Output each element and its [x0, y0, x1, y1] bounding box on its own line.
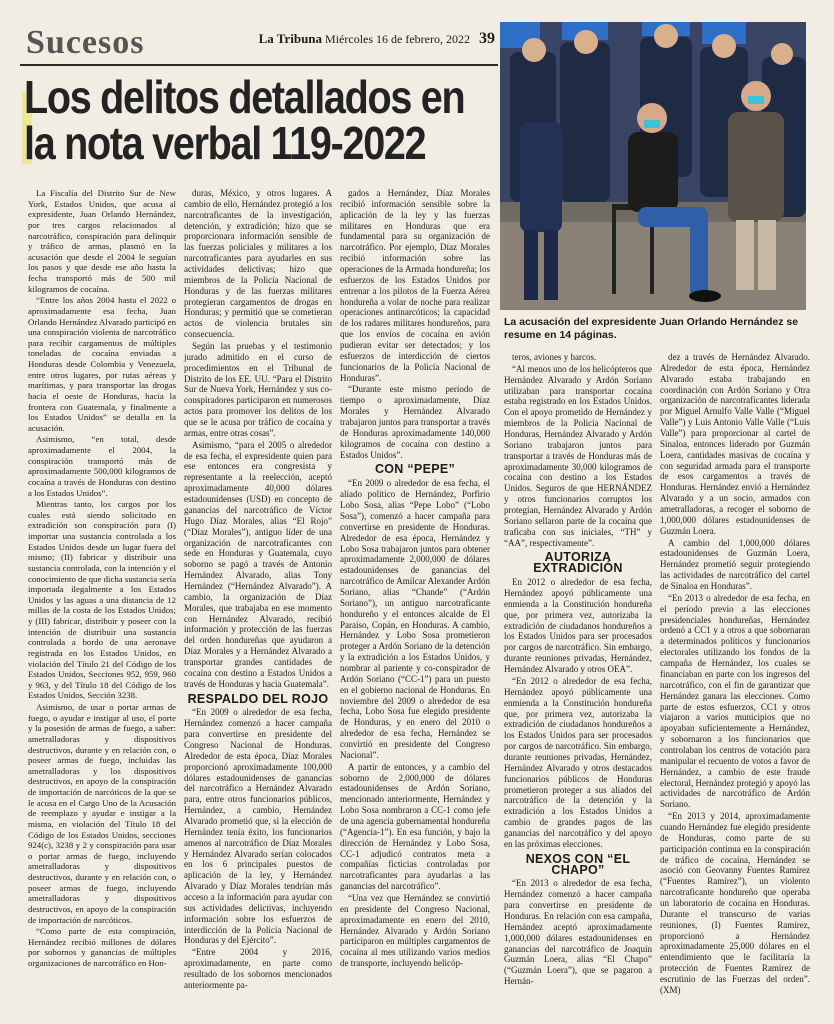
paragraph: Asimismo, de usar o portar armas de fuego, o ayudar e instigar al uso, el porte y la posesión de armas de fuego, a saber: ametralladoras y dispositivos destructivos, durante y en relación con, o poseer armas de fuego, incluidas las ametralladoras y los dispositivos destructivos, en apoyo de la conspiración de importación de narcóticos de la que se le acusa en el Cargo Uno de la Acusación de reemplazo y ayudar e instigar a la misma, en violación del Título 18 del Código de los Estados Unidos, secciones 924(c), 3238 y 2 y conspiración para usar o portar armas de fuego, incluyendo ametralladoras y dispositivos destructivos, durante y en relación con, o poseer armas de fuego, incluyendo ametralladoras y dispositivos destructivos, en apoyo de la conspiración de importación de narcóticos. [28, 702, 176, 925]
photo-illustration [500, 22, 806, 310]
subheading-extradicion: AUTORIZA EXTRADICIÓN [533, 550, 623, 576]
section-label: Sucesos [26, 24, 145, 61]
paragraph: La Fiscalía del Distrito Sur de New York, Estados Unidos, que acusa al expresidente, Juan Orlando Hernández, por tres cargos relacionados al narcotráfico, conspiración para delinquir y tráfico de armas, plasmó en la acusación que desde el 2004 le seguían los pasos y que desde ese año hasta la fecha transportó más de 500 mil kilogramos de cocaína. [28, 188, 176, 294]
newspaper-name: La Tribuna [258, 31, 323, 46]
article-column-2 [184, 188, 332, 992]
photo-caption: La acusación del expresidente Juan Orlando Hernández se resume en 14 páginas. [504, 316, 799, 341]
paragraph: dez a través de Hernández Alvarado. Alrededor de esta época, Hernández Alvarado estaba trabajando en coordinación con Ardón Soriano y Otra organización de narcotraficantes liderada por Miguel Arnulfo Valle Valle (“Miguel Valle”) y Luis Antonio Valle Valle (“Luis Valle”) para proporcionar al cartel de Sinaloa, entonces liderado por Guzmán Loera, cantidades masivas de cocaína y con seguridad armada para el transporte de esos cargamentos a través de Honduras. Hernández envió a Hernández Alvarado y a un socio, armados con ametralladoras, a recoger el soborno de 1,000,000 dólares estadounidenses de Guzmán Loera. [660, 352, 810, 536]
header-rule [20, 64, 498, 66]
paragraph: “En 2009 o alrededor de esa fecha, Hernández comenzó a hacer campaña para convertirse en presidente del Congreso Nacional de Honduras. Alrededor de esta época, Díaz Morales proporcionó aproximadamente 100,000 dólares estadounidenses de ganancias del narcotráfico a Hernández Alvarado para, entre otros funcionarios públicos, Hernández, a cambio, Hernández Alvarado prometió que, si la elección de Hernández tenía éxito, los funcionarios amenos al narcotráfico de Díaz Morales y Hernández Alvarado serían colocados en los 6 principales puestos de aplicación de la ley, y Hernández Alvarado y Díaz Morales tendrían más acceso a la información para ayudar con sus actividades delictivas, incluyendo información sobre los esfuerzos de interdicción de la Policía Nacional de Honduras y del Ejército”. [184, 707, 332, 946]
article-column-1 [28, 188, 176, 970]
paragraph: “En 2013 o alrededor de esa fecha, Hernández comenzó a hacer campaña para convertirse en presidente de Honduras. En relación con esa campaña, Hernández aceptó aproximadamente 1,000,000 dólares estadounidenses en ganancias del narcotráfico de Joaquín Guzmán Loera, alias “El Chapo” (“Guzmán Loera”), que se pagaron a Hernán- [504, 878, 652, 987]
section-title [26, 24, 144, 62]
paragraph: duras, México, y otros lugares. A cambio de ello, Hernández protegió a los narcotraficantes de la investigación, detención, y extradición; hizo que se proporcionara información sensible de las fuerzas policiales y militares a los narcotraficantes para ayudarles en sus actividades delictivas; hizo que miembros de la Policía Nacional de Honduras y de las fuerzas militares protegieran cargamentos de drogas en Honduras; y permitió que se cometieran actos de violencia brutales sin consecuencia. [184, 188, 332, 340]
paragraph: Mientras tanto, los cargos por los cuales está siendo solicitado en extradición son conspiración para (I) importar una sustancia controlada a los Estados Unidos desde un lugar fuera del mismo; (II) fabricar y distribuir una sustancia controlada, con la intención y el conocimiento de que dicha sustancia sería importada ilegalmente a los Estados Unidos y las aguas a una distancia de 12 millas de la costa de los Estados Unidos; y (III) fabricar, distribuir y poseer con la intención de distribuir una sustancia controlada a bordo de una aeronave registrada en los Estados Unidos, en violación del Título 21 del Código de los Estados Unidos, Secciones 952, 959, 960 y 963, y del Título 18 del Código de los Estados Unidos, Sección 3238. [28, 499, 176, 701]
paragraph: “Como parte de esta conspiración, Hernández recibió millones de dólares por sobornos y ganancias de múltiples organizaciones de narcotráfico en Hon- [28, 926, 176, 968]
paragraph: “En 2013 o alrededor de esa fecha, en el período previo a las elecciones presidenciales hondureñas, Hernández ordenó a CC1 y a otros a que sobornaran a determinados políticos y funcionarios electorales utilizando los fondos de la campaña de Hernández, los cuales se financiaban en parte con los ingresos del narcotráfico, con el fin de garantizar que Hernández ganara las elecciones. Como parte de estos esfuerzos, CC1 y otros viajaron a varios municipios que no apoyaban suficientemente a Hernández, y sobornaron a los funcionarios que controlaban los centros de votación para manipular el recuento de votos a favor de Hernández, a cambio de este fraude electoral, Hernández protegió y apoyó las actividades de narcotráfico de Ardón Soriano. [660, 592, 810, 810]
paragraph: A partir de entonces, y a cambio del soborno de 2,000,000 de dólares estadounidenses de Ardón Soriano, mencionado anteriormente, Hernández y Lobo Sosa nombraron a CC-1 como jefe de una agencia gubernamental hondureña (“Agencia-1”). En esa función, y bajo la dirección de Hernández y Lobo Sosa, CC-1 adjudicó contratos meta a compañías ficticias controladas por narcotraficantes para ayudarlas a las ganancias del narcotráfico”. [340, 761, 490, 892]
article-column-3 [340, 188, 490, 970]
paragraph: A cambio del 1,000,000 dólares estadounidenses de Guzmán Loera, Hernández prometió seguir protegiendo las actividades de narcotráfico del cartel de Sinaloa en Honduras”. [660, 537, 810, 592]
publication-date: Miércoles 16 de febrero, 2022 [325, 32, 470, 46]
page-number: 39 [479, 30, 495, 47]
paragraph: teros, aviones y barcos. [512, 352, 597, 362]
paragraph: “Al menos uno de los helicópteros que Hernández Alvarado y Ardón Soriano utilizaban para transportar cocaína estaba registrado en los Estados Unidos. Con el apoyo prometido de Hernández y miembros de la Policía Nacional de Honduras, Hernández Alvarado y Ardón Soriano trabajaron juntos para transportar a través de Honduras más de aproximadamente 30,000 kilogramos de cocaína con destino a los Estados Unidos. Seguros de que HERNÁNDEZ y otros funcionarios corruptos los protegían, Hernández Alvarado y Ardón Soriano sellaron parte de la cocaína que traficaba con sus iniciales, “TH” y “AA”, respectivamente”. [504, 363, 652, 548]
paragraph: “Entre 2004 y 2016, aproximadamente, en parte como resultado de los sobornos mencionados anteriormente pa- [184, 947, 332, 990]
headline: Los delitos detallados en la nota verbal 119-2022 [24, 71, 465, 169]
subheading-respaldo: RESPALDO DEL ROJO [187, 691, 329, 706]
paragraph: gados a Hernández, Díaz Morales recibió información sensible sobre la aplicación de la ley y las fuerzas militares en Honduras que era fundamental para su organización de narcotráfico. Por ejemplo, Díaz Morales recibió información sobre las operaciones de la Armada hondureña; los esfuerzos de los Estados Unidos por entrenar a los pilotos de la Fuerza Aérea hondureña a volar de noche para realizar operaciones antinarcóticos; la capacidad de los radares militares hondureños, para que los envíos de cocaína en avión pudieran evitar ser detectados; y los esfuerzos de interdicción de ciertos funcionarios de la Policía Nacional de Honduras”. [340, 188, 490, 383]
paragraph: Según las pruebas y el testimonio jurado admitido en el curso de procedimientos en el Tribunal de Distrito de los EE. UU. “Para el Distrito Sur de Nueva York, Hernández y sus co-conspiradores participaron en numerosos actos para promover los delitos de los que se le acusa por tráfico de cocaína y armas, entre otras cosas”. [184, 341, 332, 438]
paragraph: “Entre los años 2004 hasta el 2022 o aproximadamente esa fecha, Juan Orlando Hernández Alvarado participó en una conspiración violenta de narcotráfico para recibir cargamentos de múltiples toneladas de cocaína enviadas a Honduras desde Colombia y Venezuela, entre otros lugares, por rutas aéreas y marítimas, y para transportar las drogas hacia el oeste de Honduras, hacia la frontera con Guatemala, y finalmente a los Estados Unidos” se detalla en la acusación. [28, 295, 176, 433]
news-photo [500, 22, 806, 310]
paragraph: “Durante este mismo período de tiempo o aproximadamente, Díaz Morales y Hernández Alvarado trabajaron juntos para transportar a través de Honduras aproximadamente 140,000 kilogramos de cocaína con destino a Estados Unidos”. [340, 384, 490, 460]
paragraph: Asimismo, “para el 2005 o alrededor de esa fecha, el expresidente quien para ese entonces era congresista y representante a la reelección, aceptó aproximadamente 40,000 dólares estadounidenses (USD) en concepto de ganancias del narcotráfico de Víctor Hugo Díaz Morales, alias “El Rojo” (“Díaz Morales”), antiguo líder de una organización de narcotraficantes con sede en Honduras y Guatemala, cuyo soborno se pagó a través de Antonio Hernández Alvarado, alias Tony Hernández (“Hernández Alvarado”). A cambio, la organización de Díaz Morales, que trabajaba en ese momento con Hernández Alvarado, recibió información y protección de las fuerzas del orden hondureñas que ayudaron a Díaz Morales y a Hernández Alvarado a transportar grandes cantidades de cocaína con destino a Estados Unidos a través de Honduras y hacia Guatemala”. [184, 439, 332, 689]
paragraph: Asimismo, “en total, desde aproximadamente el 2004, la conspiración transportó más de aproximadamente 500,000 kilogramos de cocaína a través de Honduras con destino a los Estados Unidos”. [28, 434, 176, 498]
paragraph: “En 2009 o alrededor de esa fecha, el aliado político de Hernández, Porfirio Lobo Sosa, alias “Pepe Lobo” (“Lobo Sosa”), comenzó a hacer campaña para convertirse en presidente de Honduras. Alrededor de esa época, Hernández y Lobo Sosa trabajaron juntos para obtener aproximadamente 2,000,000 de dólares estadounidenses de ganancias del narcotráfico de Amílcar Alexander Ardón Soriano, alias “Chande” (“Ardón Soriano”), un antiguo narcotraficante hondureño y el entonces alcalde de El Paraíso, Copán, en Honduras. A cambio, Hernández y Lobo Sosa prometieron proteger a Ardón Soriano de la detención y la extradición a los Estados Unidos, y nombrar al pariente y co-conspirador de Ardón Soriano (“CC-1”) para un puesto en el gobierno nacional de Honduras. En noviembre del 2009 o alrededor de esa fecha, Lobo Sosa fue elegido presidente de Honduras, y en enero del 2010 o alrededor de esa fecha, Hernández se convirtió en presidente del Congreso Nacional”. [340, 478, 490, 760]
paragraph: “En 2012 o alrededor de esa fecha, Hernández apoyó públicamente una enmienda a la Constitución hondureña que, por primera vez, autorizaba la extradición de ciudadanos hondureños a los Estados Unidos para ser procesados por cargos de narcotráfico. Sin embargo, durante reuniones privadas, Hernández, Hernández Alvarado y otros destacados funcionarios públicos de Honduras prometieron proteger a sus aliados del narcotráfico de la detención y la extradición a los Estados Unidos a cambio de grandes pagos de las ganancias del narcotráfico y del apoyo en las próximas elecciones. [504, 675, 652, 849]
page-header-meta [255, 30, 495, 48]
paragraph: “Una vez que Hernández se convirtió en presidente del Congreso Nacional, aproximadamente en enero del 2010, Hernández Alvarado y Ardón Soriano participaron en múltiples cargamentos de cocaína al mes utilizando varios medios de transporte, incluyendo helicóp- [340, 893, 490, 969]
paragraph: En 2012 o alrededor de esa fecha, Hernández apoyó públicamente una enmienda a la Constitución hondureña que, por primera vez, autorizaba la extradición de ciudadanos hondureños a los Estados Unidos para ser procesados por cargos de narcotráfico. Sin embargo, durante reuniones privadas, Hernández, Hernández Alvarado y otros OEA”. [504, 577, 652, 675]
paragraph: “En 2013 y 2014, aproximadamente cuando Hernández fue elegido presidente de Honduras, como parte de su participación continua en la conspiración de tráfico de cocaína, Hernández se asoció con Geovanny Fuentes Ramírez (“Fuentes Ramírez”), un violento narcotraficante hondureño que operaba un laboratorio de cocaína en Honduras. Durante el transcurso de varias reuniones, (I) Fuentes Ramírez, proporcionó a Hernández aproximadamente 25,000 dólares en el entendimiento que le facilitaría la protección de Fuentes Ramírez de escrutinio de las Fuerzas del orden”. (XM) [660, 811, 810, 995]
article-column-5 [660, 352, 810, 997]
article-column-4 [504, 352, 652, 988]
subheading-pepe: CON “PEPE” [374, 462, 456, 477]
subheading-chapo: NEXOS CON “EL CHAPO” [525, 851, 631, 877]
